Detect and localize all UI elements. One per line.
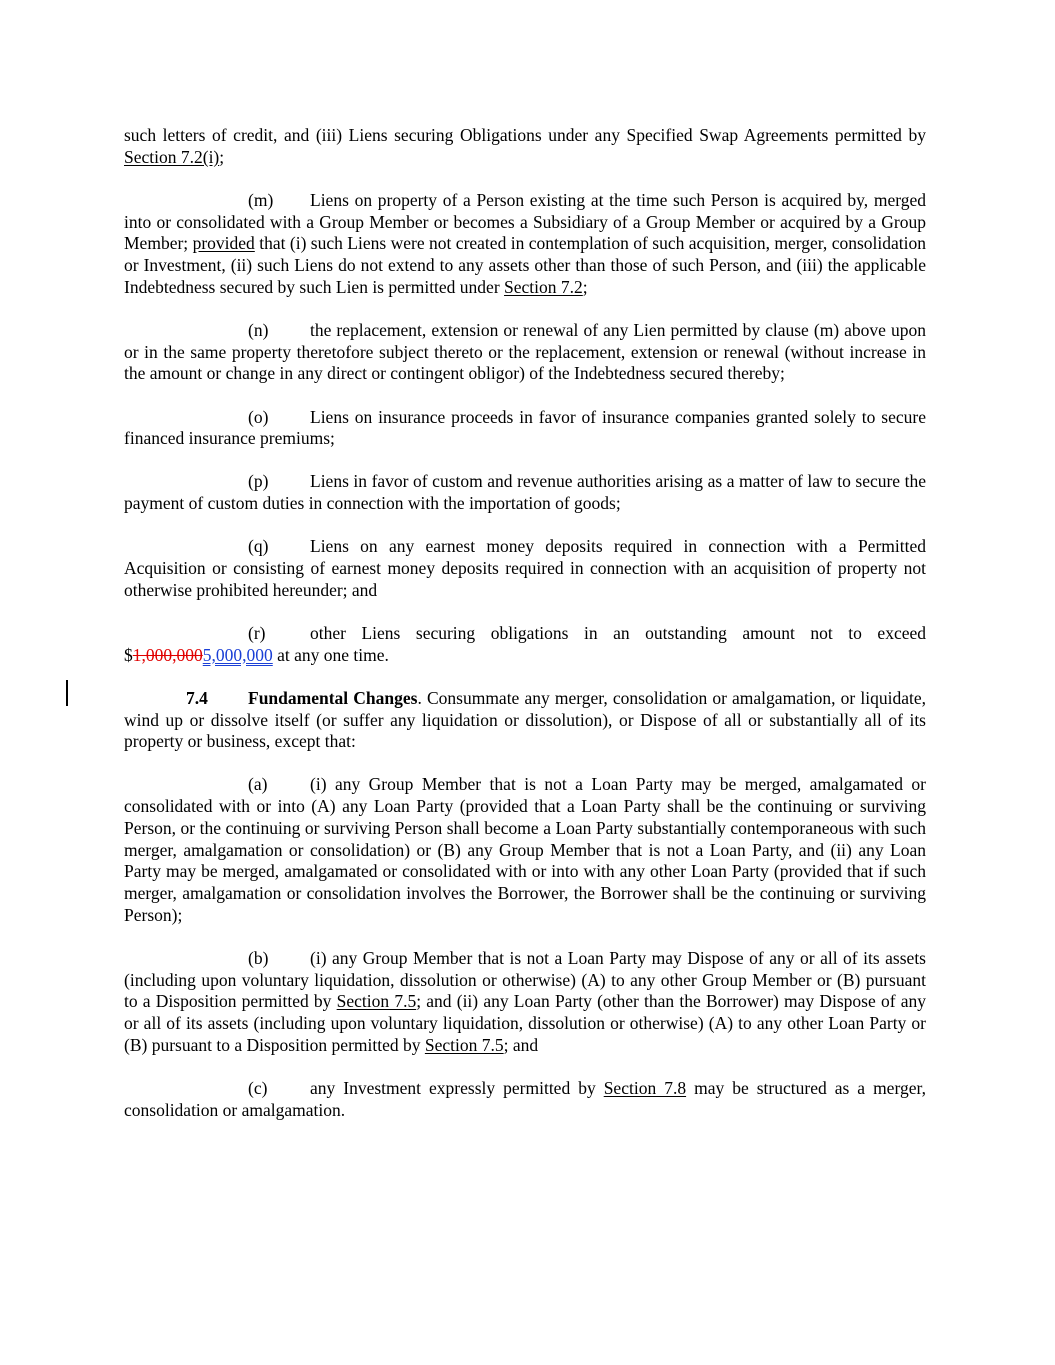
- section-reference: Section 7.5: [336, 991, 417, 1012]
- clause-label: (m): [248, 189, 274, 210]
- paragraph-o: (o) Liens on insurance proceeds in favor of insurance companies granted solely to secure financed insurance premiums;: [124, 406, 926, 449]
- clause-label: (c): [248, 1077, 268, 1098]
- section-title: Fundamental Changes: [248, 687, 418, 708]
- section-reference: Section 7.2(i): [124, 146, 220, 167]
- section-7-4: 7.4 Fundamental Changes. Consummate any merger, consolidation or amalgamation, or liquidate, wind up or dissolve itself (or suffer any liquidation or dissolution), or Dispose of all or substantially all of its property or business, except that:: [124, 687, 926, 752]
- provided-term: provided: [192, 233, 255, 254]
- paragraph-p: (p) Liens in favor of custom and revenue authorities arising as a matter of law to secure the payment of custom duties in connection with the importation of goods;: [124, 471, 926, 514]
- clause-label: (p): [248, 471, 269, 492]
- clause-label: (o): [248, 406, 269, 427]
- paragraph-m: (m) Liens on property of a Person existing at the time such Person is acquired by, merged into or consolidated with a Group Member or becomes a Subsidiary of a Group Member or acquired by a Group Member; provided that (i) such Liens were not created in contemplation of such acquisition, merger, consolidation or Investment, (ii) such Liens do not extend to any assets other than those of such Person, and (iii) the applicable Indebtedness secured by such Lien is permitted under Section 7.2;: [124, 189, 926, 297]
- section-reference: Section 7.5: [424, 1034, 504, 1055]
- paragraph-q: (q) Liens on any earnest money deposits required in connection with a Permitted Acquisition or consisting of earnest money deposits required in connection with an acquisition of property not otherwise prohibited hereunder; and: [124, 536, 926, 600]
- clause-label: (q): [248, 536, 269, 557]
- clause-label: (a): [248, 774, 268, 795]
- section-reference: Section 7.8: [603, 1077, 687, 1098]
- section-reference: Section 7.2: [504, 276, 583, 297]
- revision-change-bar: [66, 680, 68, 706]
- paragraph-l-continuation: such letters of credit, and (iii) Liens securing Obligations under any Specified Swap Agreements permitted by Section 7.2(i);: [124, 125, 926, 167]
- section-number: 7.4: [186, 687, 208, 708]
- inserted-amount: 5,000,000: [202, 644, 273, 665]
- paragraph-n: (n) the replacement, extension or renewal of any Lien permitted by clause (m) above upon or in the same property theretofore subject thereto or the replacement, extension or renewal (without increase in the amount or change in any direct or contingent obligor) of the Indebtedness secured thereby;: [124, 319, 926, 384]
- paragraph-b: (b) (i) any Group Member that is not a Loan Party may Dispose of any or all of its assets (including upon voluntary liquidation, dissolution or otherwise) (A) to any other Group Member or (B) pursuant to a Disposition permitted by Section 7.5; and (ii) any Loan Party (other than the Borrower) may Dispose of any or all of its assets (including upon voluntary liquidation, dissolution or otherwise) (A) to any other Loan Party or (B) pursuant to a Disposition permitted by Section 7.5; and: [124, 947, 927, 1055]
- clause-label: (b): [248, 947, 269, 968]
- paragraph-a: (a) (i) any Group Member that is not a Loan Party may be merged, amalgamated or consolidated with or into (A) any Loan Party (provided that a Loan Party shall be the continuing or surviving Person, or the continuing or surviving Person shall become a Loan Party substantially contemporaneous with such merger, amalgamation or consolidation) or (B) any Group Member that is not a Loan Party, and (ii) any Loan Party may be merged, amalgamated or consolidated with or into with any other Loan Party (provided that if such merger, amalgamation or consolidation involves the Borrower, the Borrower shall be the continuing or surviving Person);: [124, 774, 926, 925]
- deleted-amount: 1,000,000: [132, 644, 203, 665]
- document-page: [124, 125, 926, 1143]
- clause-label: (n): [248, 319, 269, 340]
- paragraph-r: (r) other Liens securing obligations in an outstanding amount not to exceed $1,000,0005,000,000 at any one time.: [124, 622, 926, 665]
- paragraph-c: (c) any Investment expressly permitted by Section 7.8 may be structured as a merger, consolidation or amalgamation.: [124, 1077, 926, 1120]
- clause-label: (r): [248, 622, 266, 643]
